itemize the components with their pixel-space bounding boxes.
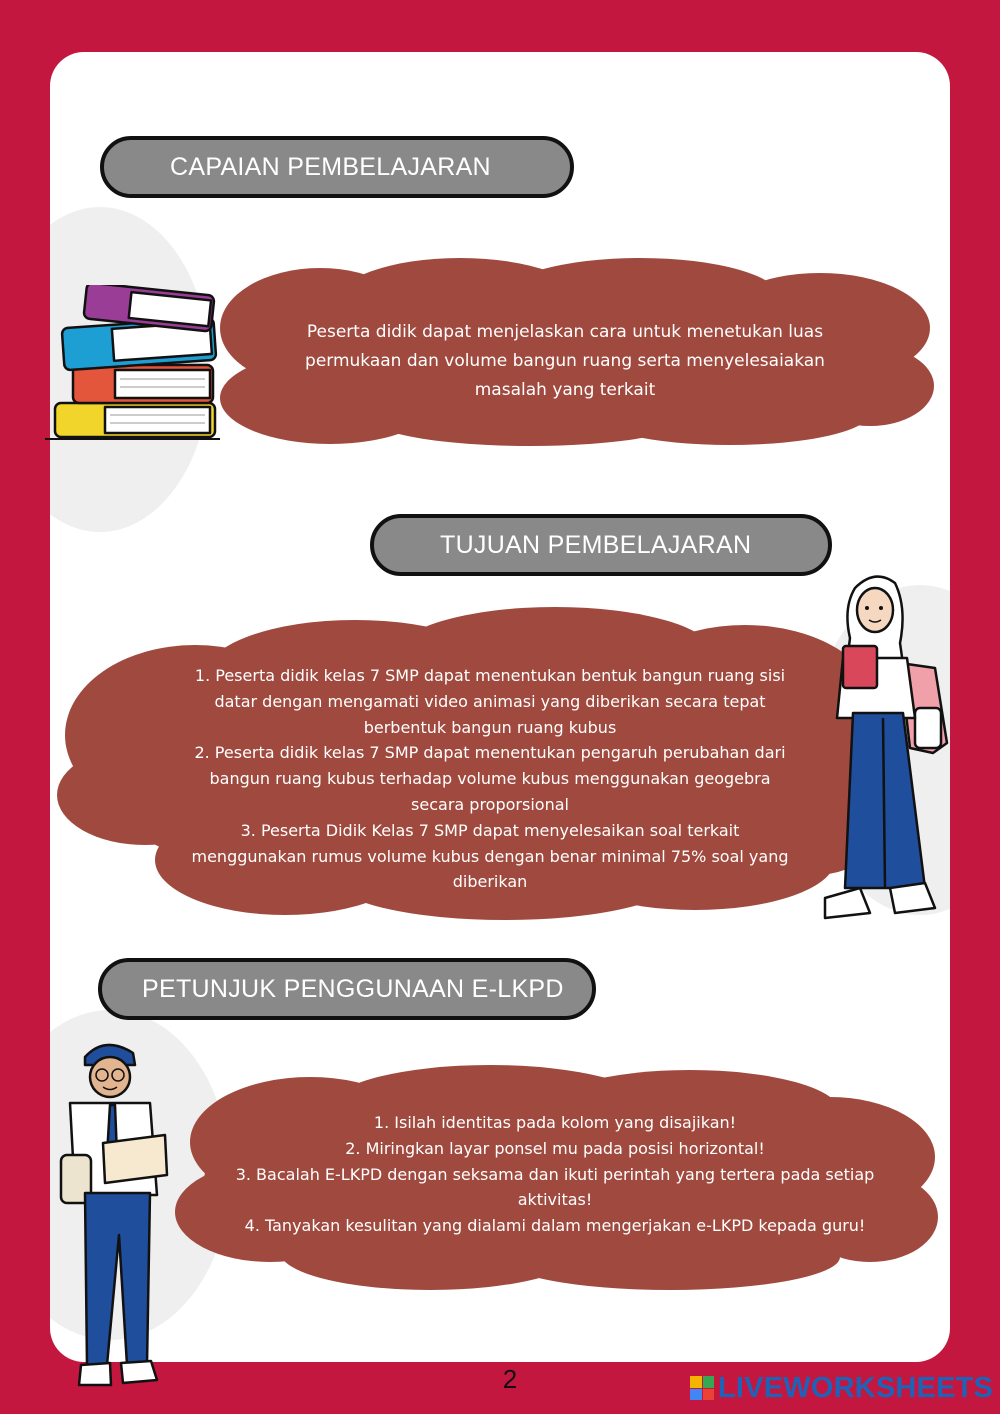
petunjuk-line: 2. Miringkan layar ponsel mu pada posisi horizontal!: [345, 1138, 765, 1158]
petunjuk-text: [210, 1110, 900, 1239]
tujuan-text: [170, 663, 810, 895]
capaian-line: permukaan dan volume bangun ruang serta menyelesaiakan: [305, 351, 825, 371]
tujuan-line: bangun ruang kubus terhadap volume kubus menggunakan geogebra: [209, 769, 771, 789]
capaian-cloud: [210, 258, 936, 446]
petunjuk-cloud: [170, 1062, 938, 1294]
petunjuk-line: aktivitas!: [517, 1190, 593, 1210]
tujuan-line: secara proporsional: [411, 794, 569, 814]
female-student-illustration: [815, 568, 955, 928]
capaian-heading: [100, 136, 574, 198]
tujuan-cloud: [55, 605, 905, 925]
tujuan-line: 1. Peserta didik kelas 7 SMP dapat menentukan bentuk bangun ruang sisi: [194, 666, 786, 685]
tujuan-line: 2. Peserta didik kelas 7 SMP dapat menentukan pengaruh perubahan dari: [194, 743, 786, 763]
tujuan-line: menggunakan rumus volume kubus dengan benar minimal 75% soal yang: [191, 846, 789, 866]
tujuan-heading-text: TUJUAN PEMBELAJARAN: [440, 531, 752, 559]
capaian-line: masalah yang terkait: [474, 380, 656, 400]
books-illustration: [45, 285, 225, 445]
tujuan-heading: [370, 514, 832, 576]
petunjuk-line: 3. Bacalah E-LKPD dengan seksama dan ikuti perintah yang tertera pada setiap: [235, 1164, 875, 1184]
capaian-heading-text: CAPAIAN PEMBELAJARAN: [170, 153, 491, 181]
liveworksheets-logo-icon: [690, 1376, 714, 1400]
page-number: 2: [502, 1364, 518, 1394]
tujuan-line: diberikan: [452, 872, 528, 892]
tujuan-line: 3. Peserta Didik Kelas 7 SMP dapat menyelesaikan soal terkait: [240, 820, 740, 840]
male-student-illustration: [55, 1035, 185, 1395]
petunjuk-heading: [98, 958, 596, 1020]
petunjuk-line: 1. Isilah identitas pada kolom yang disajikan!: [373, 1113, 737, 1132]
liveworksheets-brand: [690, 1372, 993, 1404]
tujuan-line: datar dengan mengamati video animasi yang diberikan secara tepat: [214, 691, 766, 711]
petunjuk-line: 4. Tanyakan kesulitan yang dialami dalam mengerjakan e-LKPD kepada guru!: [244, 1216, 866, 1236]
capaian-line: Peserta didik dapat menjelaskan cara untuk menetukan luas: [306, 322, 824, 342]
tujuan-line: berbentuk bangun ruang kubus: [363, 717, 617, 737]
brand-name: LIVEWORKSHEETS: [718, 1371, 994, 1404]
capaian-text: [250, 318, 880, 405]
petunjuk-heading-text: PETUNJUK PENGGUNAAN E-LKPD: [142, 975, 564, 1003]
